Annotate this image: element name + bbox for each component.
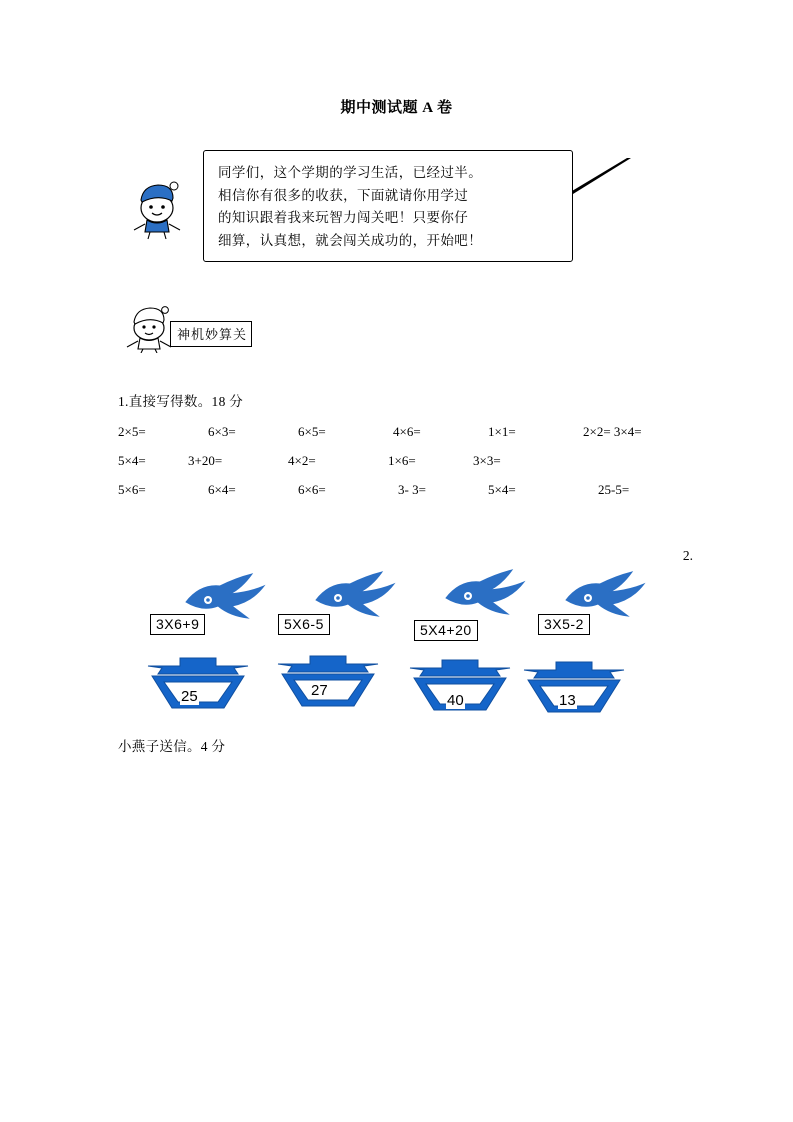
calc-card[interactable]: 5X6-5 xyxy=(278,614,330,635)
problem-item: 4×6= xyxy=(393,424,421,439)
problem-item: 3+20= xyxy=(188,453,223,468)
problem-item: 2×2= 3×4= xyxy=(583,424,642,439)
section-label: 神机妙算关 xyxy=(170,321,252,347)
exercise-1-title: 1.直接写得数。18 分 xyxy=(118,394,244,409)
problem-item: 3- 3= xyxy=(398,482,426,497)
exercise-1-problems xyxy=(118,424,718,511)
boat-number: 27 xyxy=(311,682,328,699)
problem-item: 6×5= xyxy=(298,424,326,439)
boat-icon xyxy=(514,658,634,720)
problem-row xyxy=(118,482,718,511)
problem-item: 6×3= xyxy=(208,424,236,439)
intro-line-1: 同学们，这个学期的学习生活，已经过半。 xyxy=(218,165,483,180)
problem-item: 5×6= xyxy=(118,482,146,497)
boat-icon xyxy=(138,654,258,716)
page-title: 期中测试题 A 卷 xyxy=(340,100,453,116)
problem-item: 25-5= xyxy=(598,482,630,497)
boats-row xyxy=(118,648,678,716)
intro-line-2: 相信你有很多的收获，下面就请你用学过 xyxy=(218,187,469,203)
intro-line-3: 的知识跟着我来玩智力闯关吧！只要你仔 xyxy=(218,210,469,225)
problem-item: 1×1= xyxy=(488,424,516,439)
boat-number: 40 xyxy=(447,692,464,709)
problem-row xyxy=(118,453,718,482)
problem-item: 5×4= xyxy=(118,453,146,468)
problem-item: 5×4= xyxy=(488,482,516,497)
speech-bubble xyxy=(203,150,573,262)
boat-number: 25 xyxy=(181,688,198,705)
problem-item: 2×5= xyxy=(118,424,146,439)
problem-item: 3×3= xyxy=(473,453,501,468)
swallow-bird-icon xyxy=(440,568,528,620)
intro-line-4: 细算，认真想，就会闯关成功的，开始吧！ xyxy=(218,232,483,248)
problem-item: 6×4= xyxy=(208,482,236,497)
section-header xyxy=(118,305,418,355)
calc-card[interactable]: 5X4+20 xyxy=(414,620,478,641)
exercise-2-number: 2. xyxy=(682,548,693,563)
speech-bubble-tail-inner xyxy=(572,158,627,191)
intro-block xyxy=(118,150,678,280)
problem-item: 6×6= xyxy=(298,482,326,497)
boat-number: 13 xyxy=(559,692,576,709)
elf-character-icon xyxy=(128,178,186,240)
problem-item: 4×2= xyxy=(288,453,316,468)
calc-card[interactable]: 3X5-2 xyxy=(538,614,590,635)
calc-card[interactable]: 3X6+9 xyxy=(150,614,205,635)
problem-item: 1×6= xyxy=(388,453,416,468)
exercise-2-caption: 小燕子送信。4 分 xyxy=(118,739,226,754)
problem-row xyxy=(118,424,718,453)
calculation-cards-row xyxy=(118,614,678,640)
